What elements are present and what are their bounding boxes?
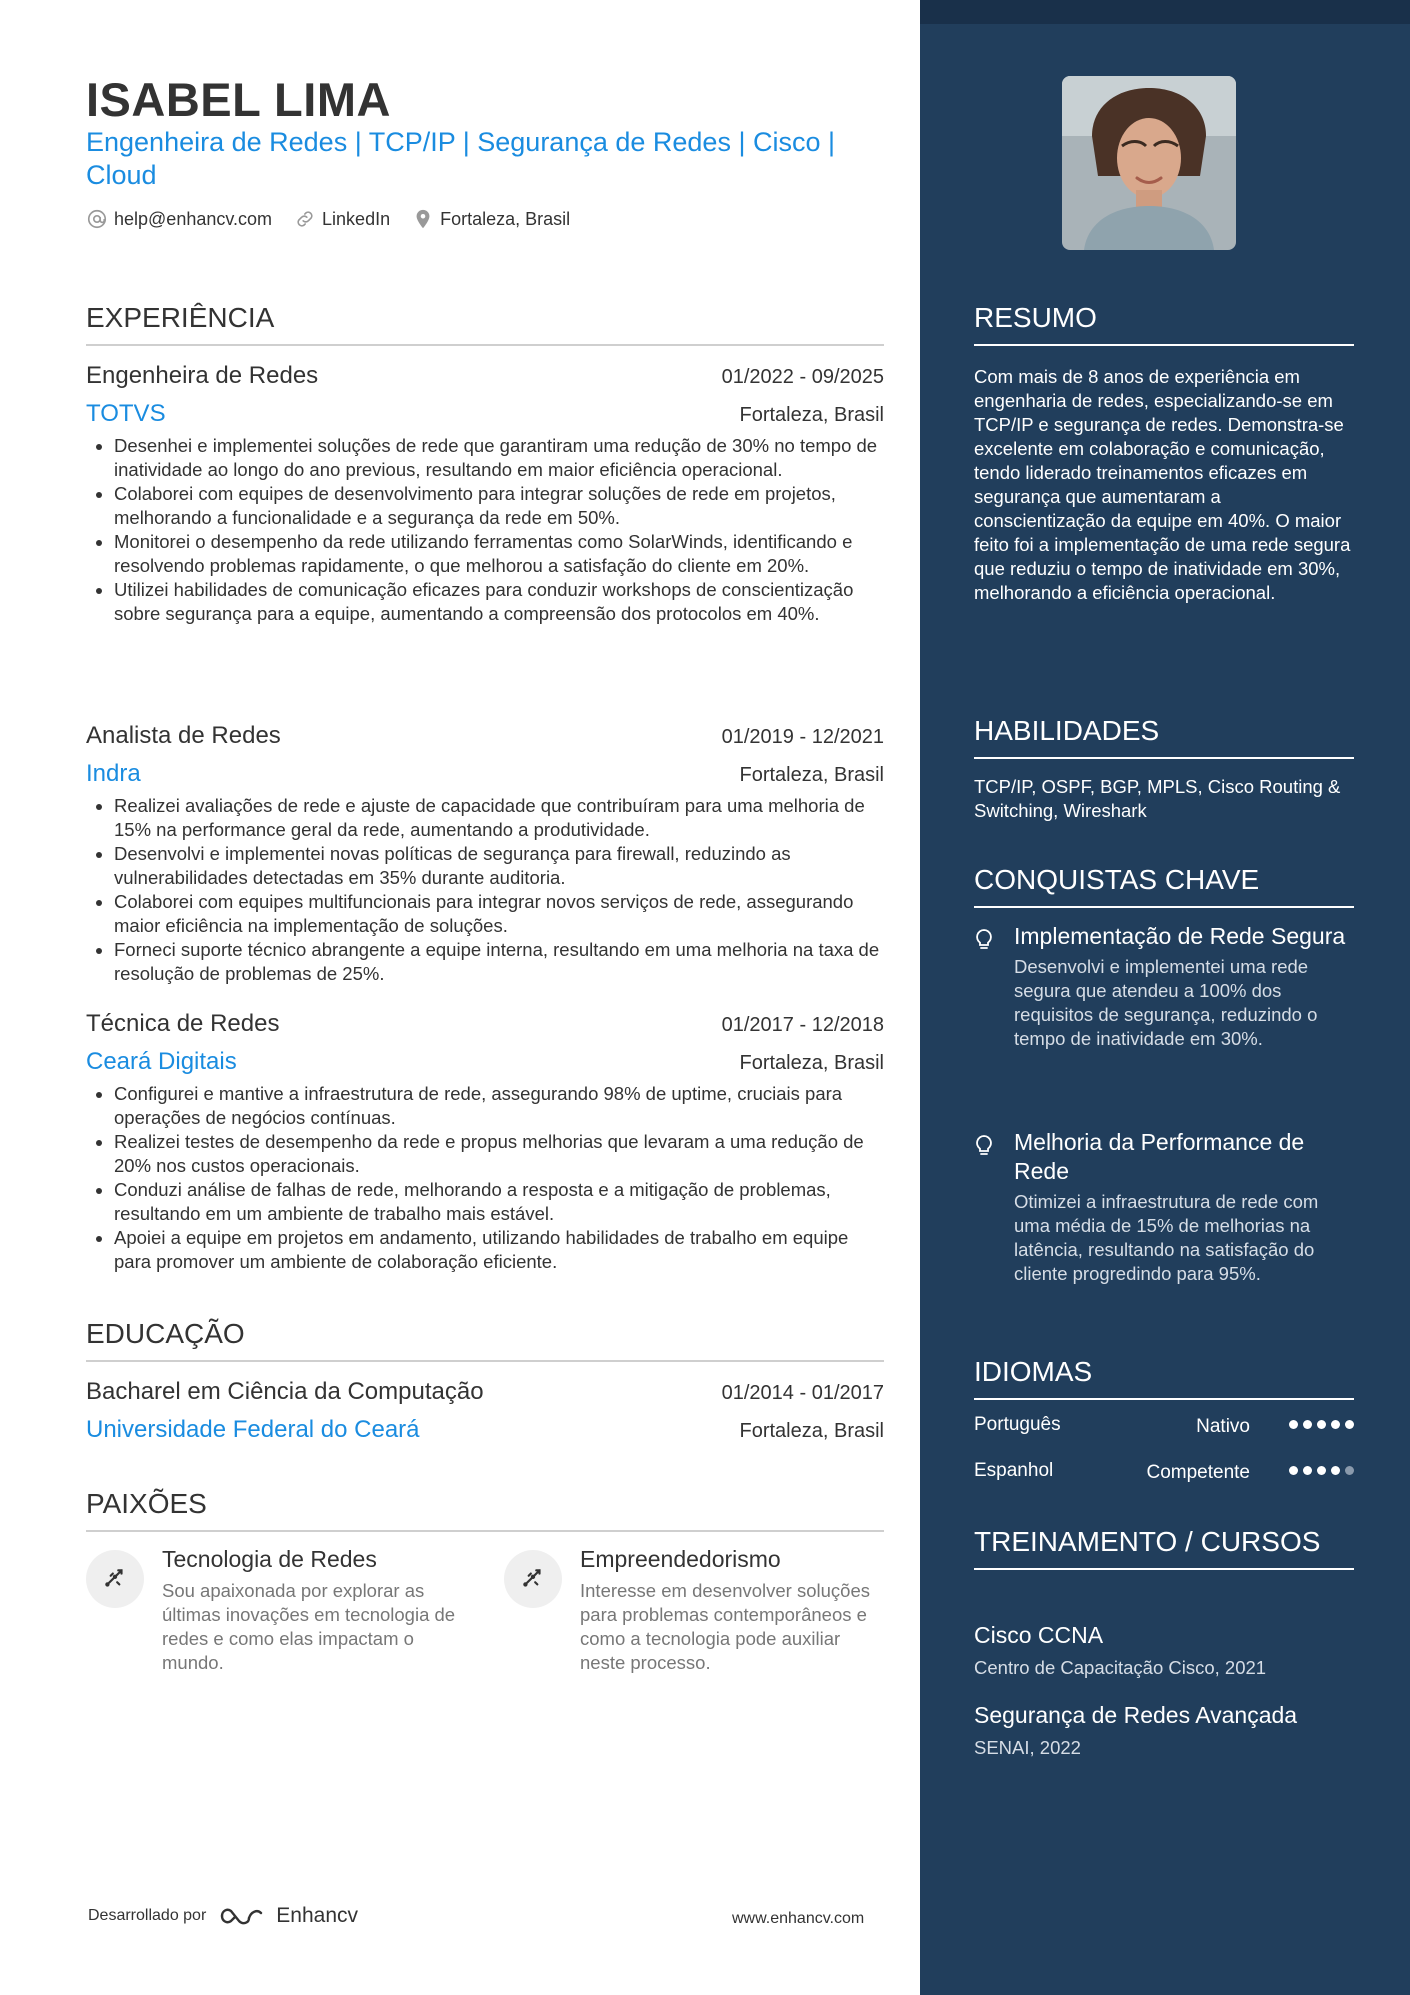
achievements-section-title: CONQUISTAS CHAVE (974, 862, 1354, 908)
bullet-item: Conduzi análise de falhas de rede, melhorando a resposta e a mitigação de problemas, resultando em um ambiente de trabalho mais estável. (86, 1178, 884, 1226)
languages-section-title: IDIOMAS (974, 1354, 1354, 1400)
contact-email-text: help@enhancv.com (114, 208, 273, 229)
contact-location (412, 208, 570, 230)
education-dates: 01/2014 - 01/2017 (721, 1382, 884, 1404)
proficiency-dot (1289, 1466, 1298, 1475)
achievement-desc: Desenvolvi e implementei uma rede segura que atendeu a 100% dos requisitos de segurança, reduzindo o tempo de inatividade em 30%. (1014, 956, 1318, 1049)
contact-email[interactable] (86, 208, 272, 230)
bullet-item: Realizei testes de desempenho da rede e propus melhorias que levaram a uma redução de 20% nos custos operacionais. (86, 1130, 884, 1178)
language-name: Espanhol (974, 1460, 1054, 1481)
sidebar-topbar (920, 0, 1410, 24)
proficiency-dot (1331, 1420, 1340, 1429)
proficiency-dot (1317, 1466, 1326, 1475)
job-company: TOTVS (86, 400, 166, 427)
job-bullets (86, 794, 884, 986)
job-location: Fortaleza, Brasil (739, 1052, 884, 1074)
sidebar (920, 0, 1410, 1995)
powered-by-label: Desarrollado por (88, 1907, 207, 1924)
profile-photo (1062, 76, 1236, 250)
proficiency-dot (1303, 1466, 1312, 1475)
education-location: Fortaleza, Brasil (739, 1420, 884, 1442)
language-name: Português (974, 1414, 1061, 1435)
bullet-item: Utilizei habilidades de comunicação eficazes para conduzir workshops de conscientização sobre segurança para a equipe, aumentando a compreensão dos protocolos em 40%. (86, 578, 884, 626)
language-row (974, 1460, 1354, 1490)
job-dates: 01/2022 - 09/2025 (721, 366, 884, 388)
bullet-item: Colaborei com equipes de desenvolvimento para integrar soluções de rede em projetos, melhorando a funcionalidade e a segurança da rede em 50%. (86, 482, 884, 530)
bullet-item: Realizei avaliações de rede e ajuste de capacidade que contribuíram para uma melhoria de 15% na performance geral da rede, aumentando a produtividade. (86, 794, 884, 842)
experience-section-title: EXPERIÊNCIA (86, 302, 884, 346)
proficiency-dot (1317, 1420, 1326, 1429)
education-entry (86, 1378, 884, 1444)
footer-branding (88, 1903, 358, 1929)
proficiency-dot (1303, 1420, 1312, 1429)
proficiency-dot (1345, 1420, 1354, 1429)
achievement-item (974, 922, 1354, 1051)
achievement-desc: Otimizei a infraestrutura de rede com uma média de 15% de melhorias na latência, resultando na satisfação do cliente progredindo para 95%. (1014, 1191, 1319, 1284)
job-bullets (86, 434, 884, 626)
job-company: Ceará Digitais (86, 1048, 237, 1075)
job-location: Fortaleza, Brasil (739, 404, 884, 426)
achievement-icon-wrap (974, 928, 1002, 1051)
education-section-title: EDUCAÇÃO (86, 1318, 884, 1362)
job-location: Fortaleza, Brasil (739, 764, 884, 786)
proficiency-dot (1289, 1420, 1298, 1429)
location-pin-icon (412, 208, 434, 230)
summary-section-title: RESUMO (974, 300, 1354, 346)
passion-item (504, 1546, 884, 1675)
language-level: Competente (1146, 1462, 1250, 1483)
achievement-icon-wrap (974, 1134, 1002, 1286)
passion-title: Empreendedorismo (580, 1546, 781, 1572)
language-dots (1284, 1466, 1354, 1475)
bullet-item: Desenhei e implementei soluções de rede que garantiram uma redução de 30% no tempo de inatividade ao longo do ano previous, resultando em maior eficiência operacional. (86, 434, 884, 482)
at-icon (86, 208, 108, 230)
passion-item (86, 1546, 466, 1675)
candidate-name: ISABEL LIMA (86, 73, 391, 126)
skills-text: TCP/IP, OSPF, BGP, MPLS, Cisco Routing & Switching, Wireshark (974, 776, 1341, 821)
lightbulb-icon (974, 1134, 994, 1158)
skills-section-title: HABILIDADES (974, 713, 1354, 759)
passion-desc: Sou apaixonada por explorar as últimas inovações em tecnologia de redes e como elas impactam o mundo. (162, 1580, 456, 1673)
course-provider: Centro de Capacitação Cisco, 2021 (974, 1657, 1267, 1678)
job-entry (86, 1010, 884, 1274)
achievement-title: Melhoria da Performance de Rede (1014, 1129, 1305, 1184)
course-provider: SENAI, 2022 (974, 1737, 1081, 1758)
headline: Engenheira de Redes | TCP/IP | Segurança de Redes | Cisco | Cloud (86, 127, 835, 190)
summary-text: Com mais de 8 anos de experiência em engenharia de redes, especializando-se em TCP/IP e segurança de redes. Demonstra-se excelente em colaboração e comunicação, tendo liderado treinamentos eficazes em segurança que aumentaram a conscientização da equipe em 40%. O maior feito foi a implementação de uma rede segura que reduziu o tempo de inatividade em 30%, melhorando a eficiência operacional. (974, 366, 1351, 603)
passion-icon-wrap (86, 1550, 144, 1608)
job-dates: 01/2017 - 12/2018 (721, 1014, 884, 1036)
bullet-item: Monitorei o desempenho da rede utilizando ferramentas como SolarWinds, identificando e resolvendo problemas rapidamente, o que melhorou a satisfação do cliente em 20%. (86, 530, 884, 578)
course-title: Segurança de Redes Avançada (974, 1702, 1298, 1728)
degree: Bacharel em Ciência da Computação (86, 1378, 484, 1405)
passion-icon-wrap (504, 1550, 562, 1608)
courses-section-title: TREINAMENTO / CURSOS (974, 1524, 1354, 1570)
achievement-item (974, 1128, 1354, 1286)
passion-desc: Interesse em desenvolver soluções para problemas contemporâneos e como a tecnologia pode auxiliar neste processo. (580, 1580, 870, 1673)
proficiency-dot (1345, 1466, 1354, 1475)
job-role: Engenheira de Redes (86, 362, 319, 389)
bullet-item: Apoiei a equipe em projetos em andamento, utilizando habilidades de trabalho em equipe para promover um ambiente de colaboração eficiente. (86, 1226, 884, 1274)
bullet-item: Configurei e mantive a infraestrutura de rede, assegurando 98% de uptime, cruciais para operações de negócios contínuas. (86, 1082, 884, 1130)
network-icon (520, 1566, 546, 1592)
avatar-image (1062, 76, 1236, 250)
job-dates: 01/2019 - 12/2021 (721, 726, 884, 748)
language-row (974, 1414, 1354, 1444)
achievement-title: Implementação de Rede Segura (1014, 923, 1346, 949)
school: Universidade Federal do Ceará (86, 1416, 420, 1443)
bullet-item: Desenvolvi e implementei novas políticas de segurança para firewall, reduzindo as vulnerabilidades detectadas em 35% durante auditoria. (86, 842, 884, 890)
job-bullets (86, 1082, 884, 1274)
passions-section-title: PAIXÕES (86, 1488, 884, 1532)
job-entry (86, 362, 884, 626)
job-company: Indra (86, 760, 141, 787)
passion-title: Tecnologia de Redes (162, 1546, 377, 1572)
proficiency-dot (1331, 1466, 1340, 1475)
course-title: Cisco CCNA (974, 1622, 1104, 1648)
enhancv-logo-icon (218, 1903, 268, 1929)
contact-linkedin[interactable] (294, 208, 390, 230)
link-icon (294, 208, 316, 230)
bullet-item: Colaborei com equipes multifuncionais para integrar novos serviços de rede, assegurando maior eficiência na implementação de soluções. (86, 890, 884, 938)
lightbulb-icon (974, 928, 994, 952)
contact-bar (86, 208, 592, 230)
contact-linkedin-text: LinkedIn (322, 208, 391, 229)
contact-location-text: Fortaleza, Brasil (440, 208, 571, 229)
bullet-item: Forneci suporte técnico abrangente a equipe interna, resultando em uma melhoria na taxa de resolução de problemas de 25%. (86, 938, 884, 986)
network-icon (102, 1566, 128, 1592)
job-role: Analista de Redes (86, 722, 281, 749)
brand-name: Enhancv (276, 1904, 359, 1927)
footer-url[interactable]: www.enhancv.com (732, 1910, 865, 1927)
language-level: Nativo (1196, 1416, 1250, 1437)
language-dots (1284, 1420, 1354, 1429)
job-role: Técnica de Redes (86, 1010, 280, 1037)
job-entry (86, 722, 884, 986)
